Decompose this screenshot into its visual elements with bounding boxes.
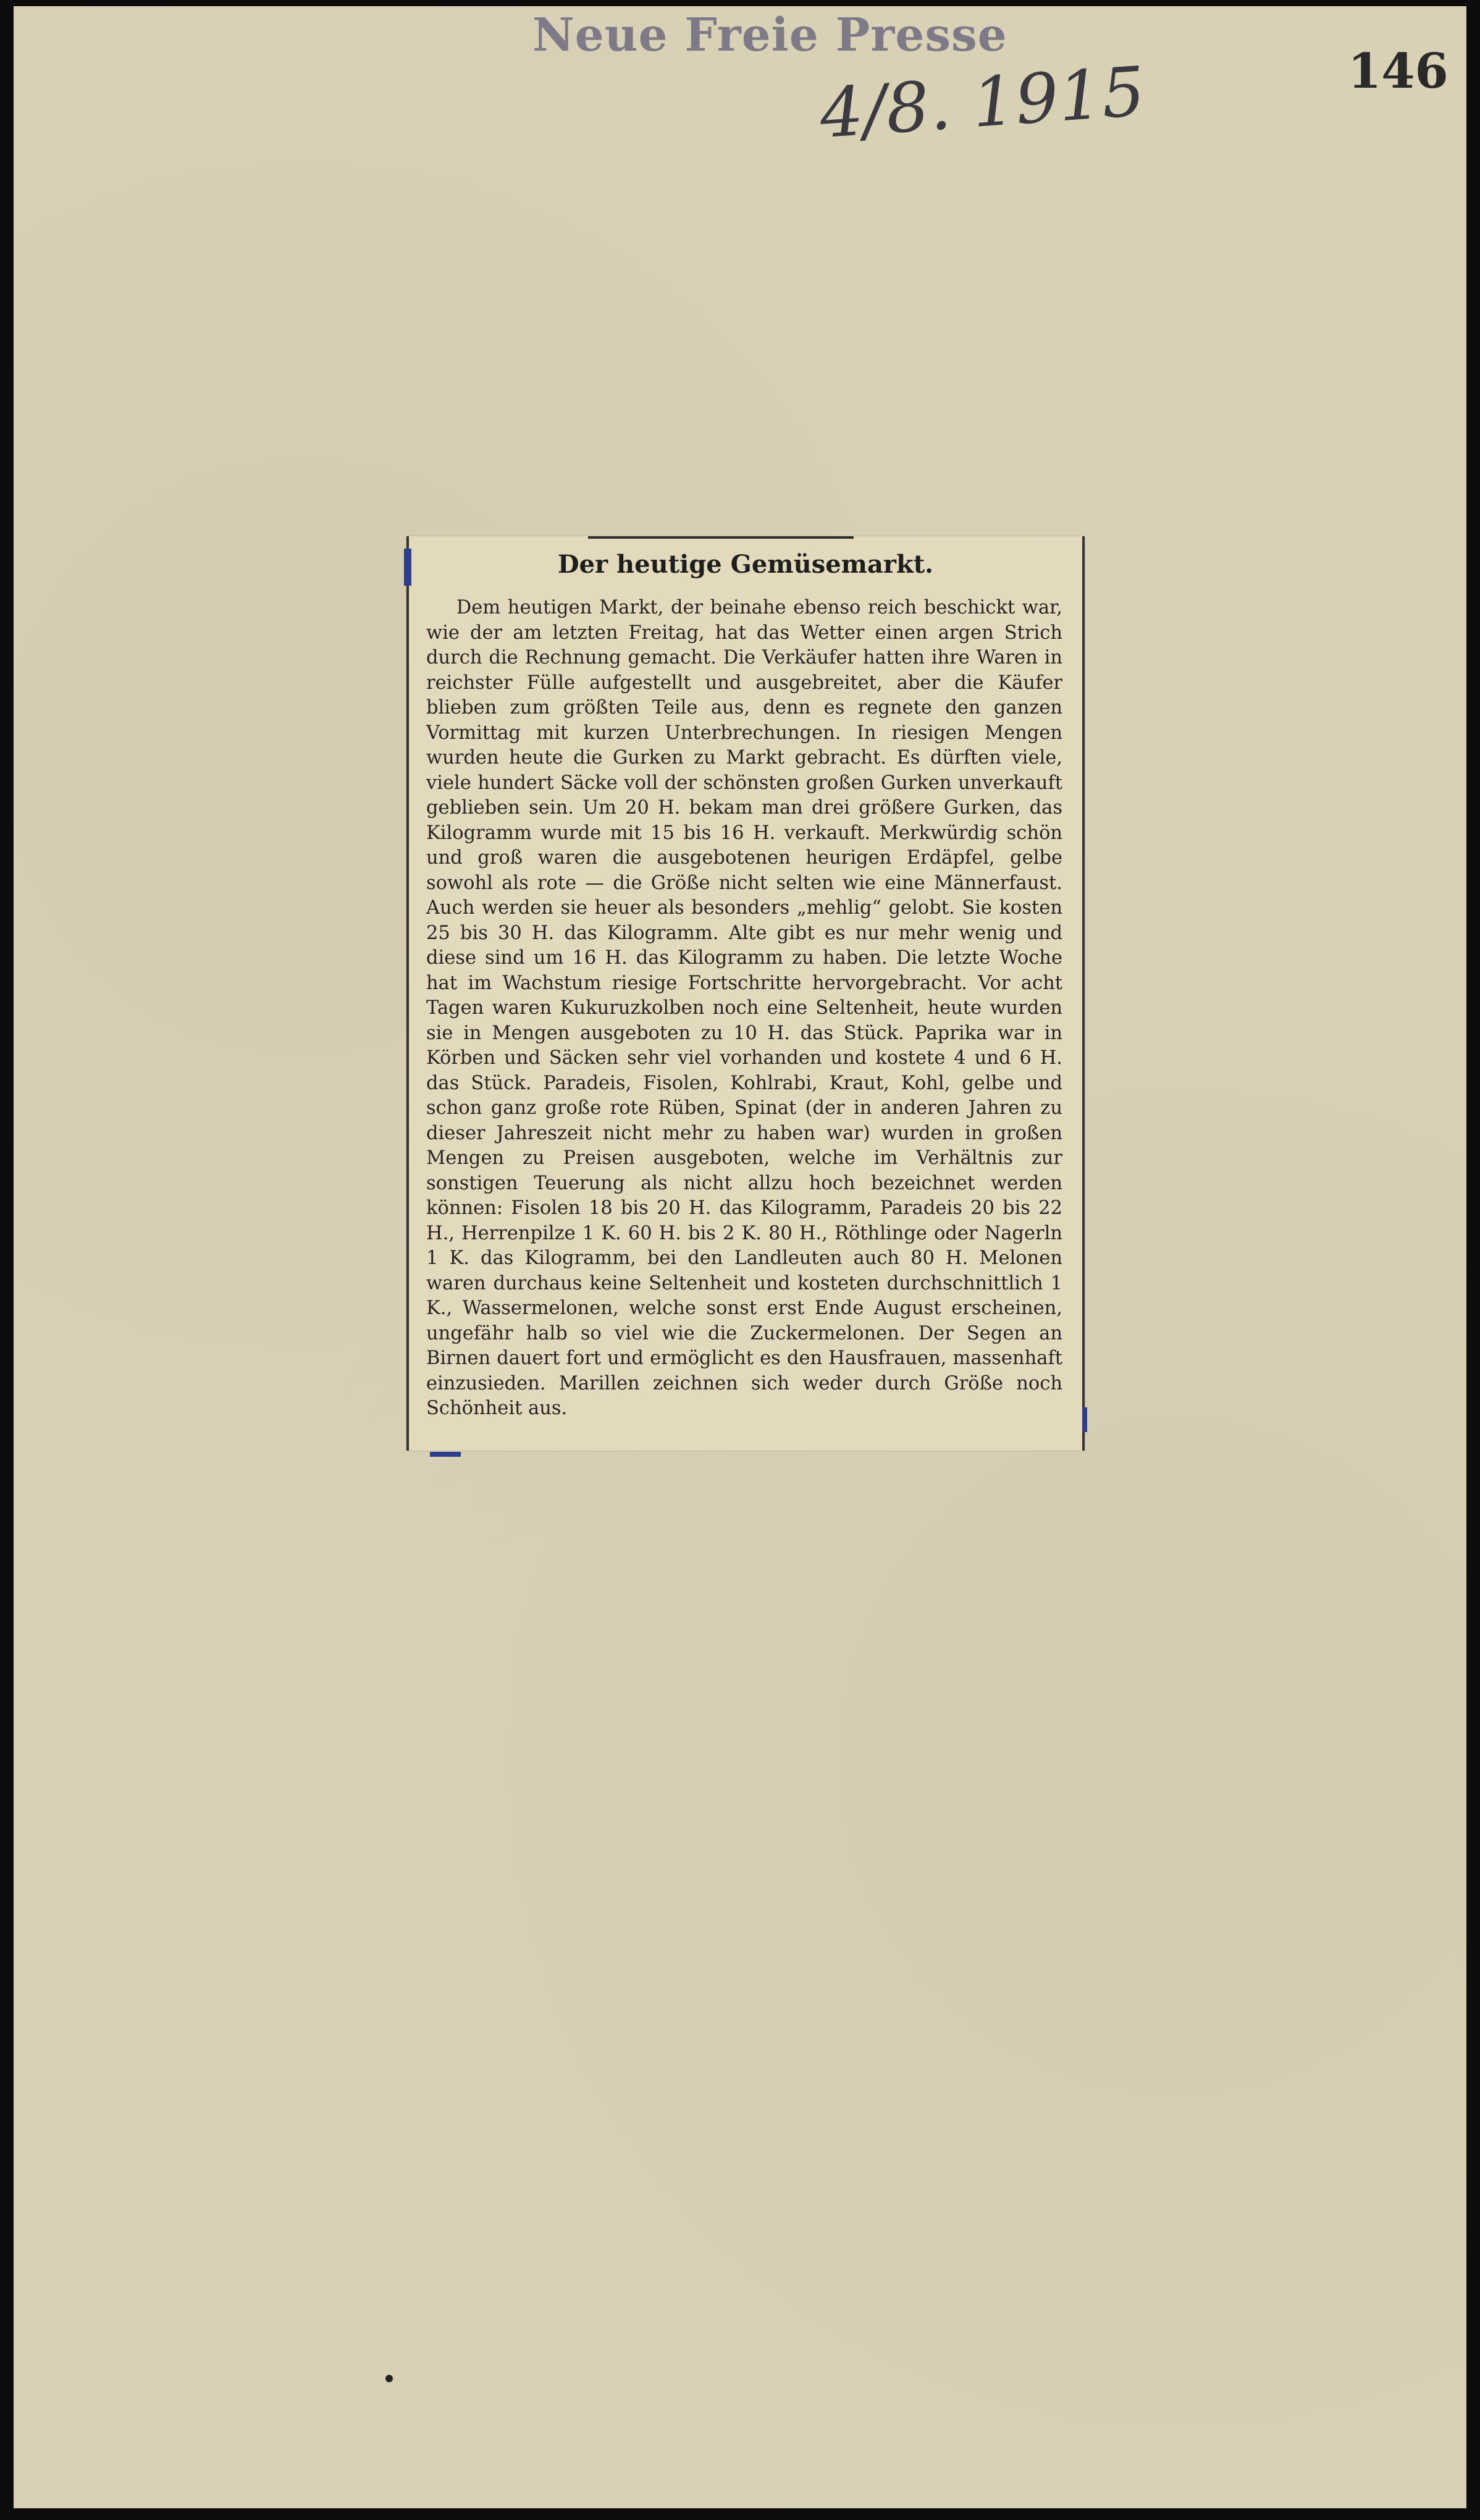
header-rule — [588, 536, 854, 539]
article-headline: Der heutige Gemüsemarkt. — [557, 550, 934, 579]
newspaper-clipping — [406, 536, 1085, 1451]
page-number: 146 — [1348, 43, 1448, 99]
ink-dot — [385, 2375, 393, 2382]
blue-pencil-mark — [430, 1452, 461, 1457]
blue-pencil-mark — [1082, 1407, 1087, 1432]
article-body: Dem heutigen Markt, der beinahe ebenso reich beschickt war, wie der am letzten Freitag, hat das Wetter einen argen Strich durch die Rechnung gemacht. Die Verkäufer hatten ihre Waren in reichster Fülle aufgestellt und ausgebreitet, aber die Käufer blieben zum größten Teile aus, denn es regnete den ganzen Vormittag mit kurzen Unterbrechungen. In riesigen Mengen wurden heute die Gurken zu Markt gebracht. Es dürften viele, viele hundert Säcke voll der schönsten großen Gurken unverkauft geblieben sein. Um 20 H. bekam man drei größere Gurken, das Kilogramm wurde mit 15 bis 16 H. verkauft. Merkwürdig schön und groß waren die ausgebotenen heurigen Erdäpfel, gelbe sowohl als rote — die Größe nicht selten wie eine Männerfaust. Auch werden sie heuer als besonders „mehlig“ gelobt. Sie kosten 25 bis 30 H. das Kilogramm. Alte gibt es nur mehr wenig und diese sind um 16 H. das Kilogramm zu haben. Die letzte Woche hat im Wachstum riesige Fortschritte hervorgebracht. Vor acht Tagen waren Kukuruzkolben noch eine Seltenheit, heute wurden sie in Mengen ausgeboten zu 10 H. das Stück. Paprika war in Körben und Säcken sehr viel vorhanden und kostete 4 und 6 H. das Stück. Paradeis, Fisolen, Kohlrabi, Kraut, Kohl, gelbe und schon ganz große rote Rüben, Spinat (der in anderen Jahren zu dieser Jahreszeit nicht mehr zu haben war) wurden in großen Mengen zu Preisen ausgeboten, welche im Verhältnis zur sonstigen Teuerung als nicht allzu hoch bezeichnet werden können: Fisolen 18 bis 20 H. das Kilogramm, Paradeis 20 bis 22 H., Herrenpilze 1 K. 60 H. bis 2 K. 80 H., Röthlinge oder Nagerln 1 K. das Kilogramm, bei den Landleuten auch 80 H. Melonen waren durchaus keine Seltenheit und kosteten durchschnittlich 1 K., Wassermelonen, welche sonst erst Ende August erscheinen, ungefähr halb so viel wie die Zuckermelonen. Der Segen an Birnen dauert fort und ermöglicht es den Hausfrauen, massenhaft einzusieden. Marillen zeichnen sich weder durch Größe noch Schönheit aus. — [426, 597, 1062, 1419]
newspaper-name-stamp: Neue Freie Presse — [532, 9, 1007, 62]
handwritten-date: 4/8. 1915 — [817, 51, 1148, 154]
